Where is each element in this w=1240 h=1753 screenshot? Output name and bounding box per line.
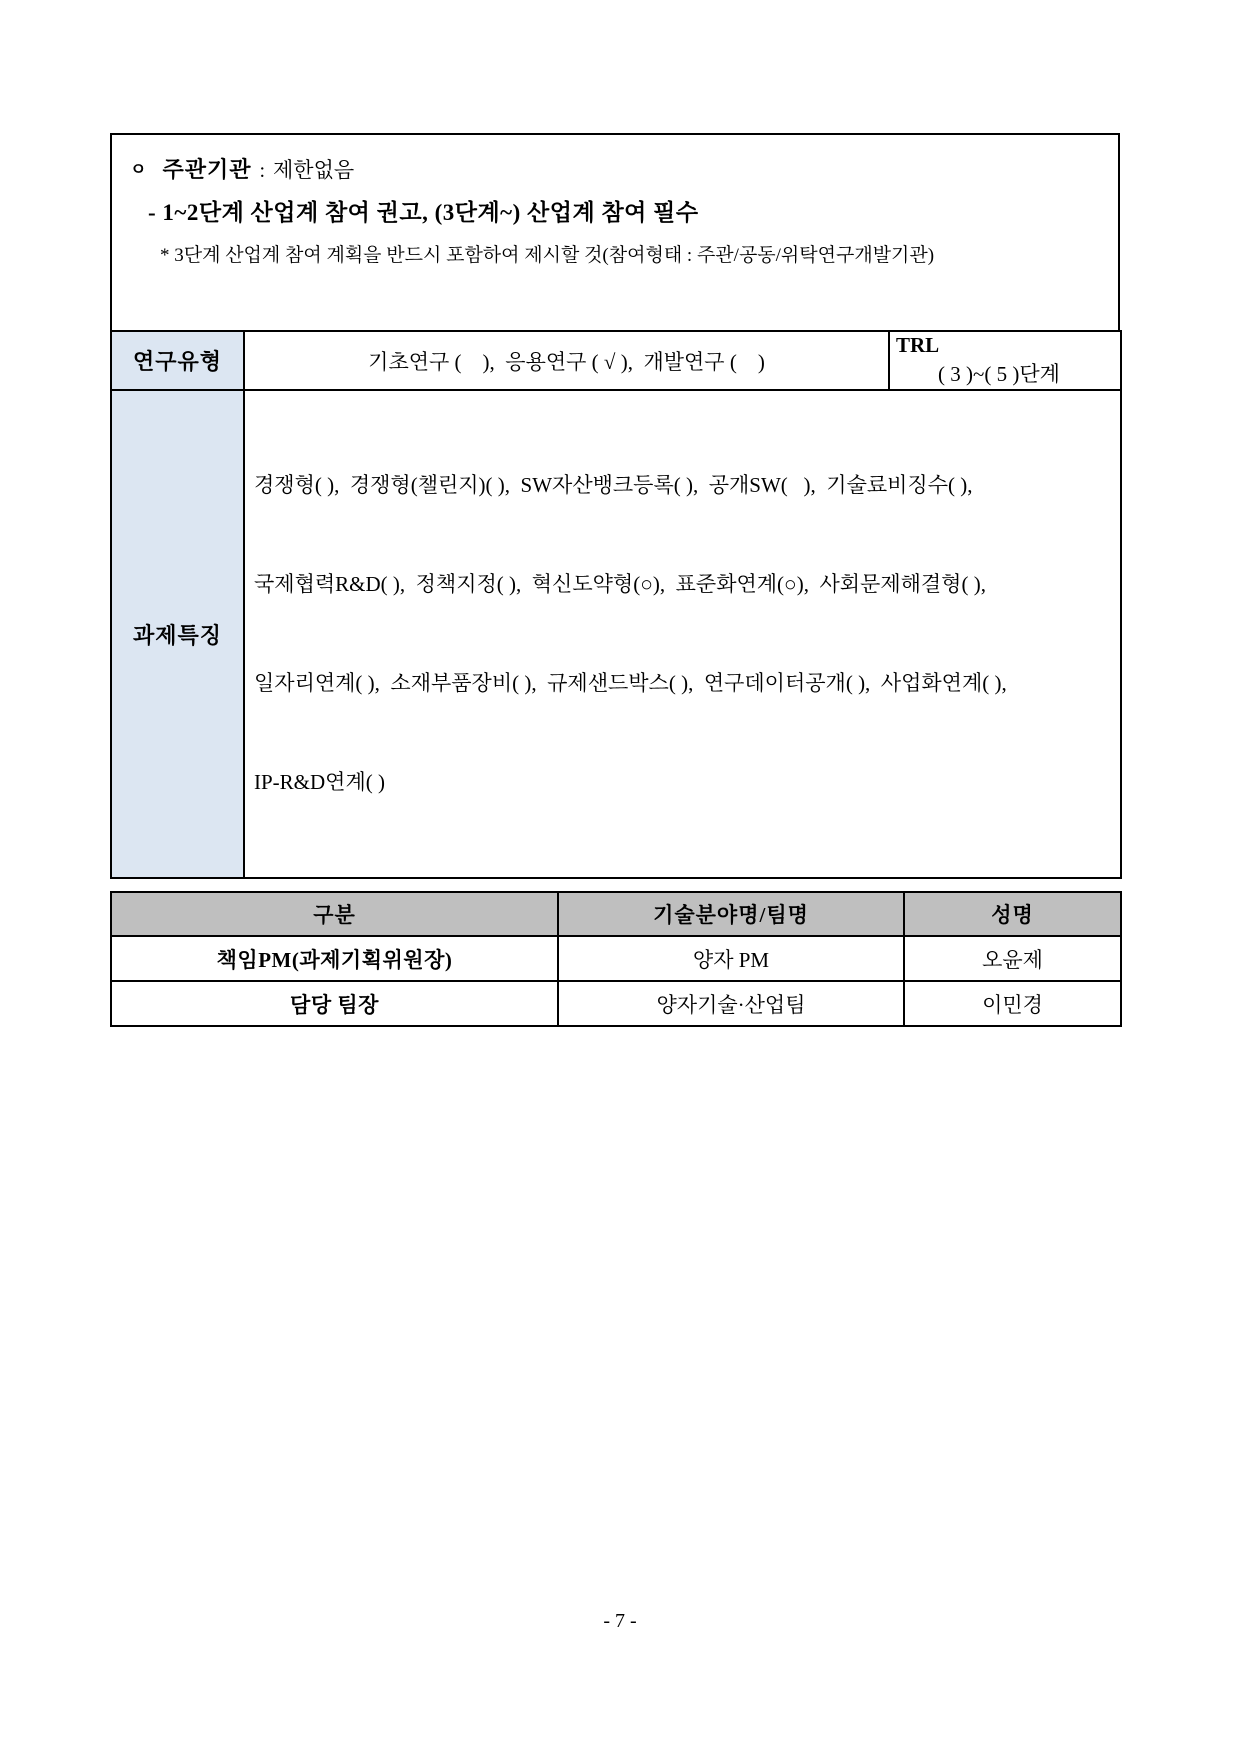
table-row	[111, 390, 1121, 878]
trl-label: TRL	[896, 333, 940, 357]
staff-header-field: 기술분야명/팀명	[558, 892, 904, 936]
feature-line: 일자리연계( ), 소재부품장비( ), 규제샌드박스( ), 연구데이터공개( ), 사업화연계( ),	[254, 671, 1007, 695]
staff-header-category: 구분	[111, 892, 558, 936]
notice-box	[110, 133, 1120, 330]
colon-separator: :	[259, 160, 266, 182]
table-row	[111, 936, 1121, 981]
research-type-header-cell: 연구유형	[111, 331, 244, 390]
project-features-cell	[244, 390, 1121, 878]
name-cell: 오윤제	[904, 936, 1121, 981]
trl-range: ( 3 )~( 5 )단계	[938, 362, 1060, 386]
page-number: - 7 -	[603, 1610, 637, 1632]
name-cell: 이민경	[904, 981, 1121, 1026]
research-type-table	[110, 330, 1122, 879]
host-org-value: 제한없음	[273, 158, 355, 182]
host-org-label: 주관기관	[162, 157, 252, 182]
role-cell: 책임PM(과제기획위원장)	[111, 936, 558, 981]
staff-table	[110, 891, 1122, 1027]
circle-bullet: ㅇ	[130, 160, 147, 179]
field-cell: 양자기술·산업팀	[558, 981, 904, 1026]
role-cell: 담당 팀장	[111, 981, 558, 1026]
staff-header-name: 성명	[904, 892, 1121, 936]
table-row	[111, 981, 1121, 1026]
feature-line: IP-R&D연계( )	[254, 770, 385, 794]
industry-participation-line: - 1~2단계 산업계 참여 권고, (3단계~) 산업계 참여 필수	[148, 200, 699, 225]
field-cell: 양자 PM	[558, 936, 904, 981]
host-org-line	[112, 155, 1118, 186]
trl-cell	[889, 331, 1121, 390]
feature-line: 국제협력R&D( ), 정책지정( ), 혁신도약형(○), 표준화연계(○), 사회문제해결형( ),	[254, 572, 986, 596]
feature-line: 경쟁형( ), 경쟁형(챌린지)( ), SW자산뱅크등록( ), 공개SW( ), 기술료비징수( ),	[254, 473, 973, 497]
table-row	[111, 331, 1121, 390]
stage3-footnote: * 3단계 산업계 참여 계획을 반드시 포함하여 제시할 것(참여형태 : 주관/공동/위탁연구개발기관)	[160, 245, 935, 266]
project-features-header-cell: 과제특징	[111, 390, 244, 878]
document-body	[110, 133, 1120, 1027]
research-type-options-cell: 기초연구 ( ), 응용연구 ( √ ), 개발연구 ( )	[244, 331, 889, 390]
table-header-row	[111, 892, 1121, 936]
